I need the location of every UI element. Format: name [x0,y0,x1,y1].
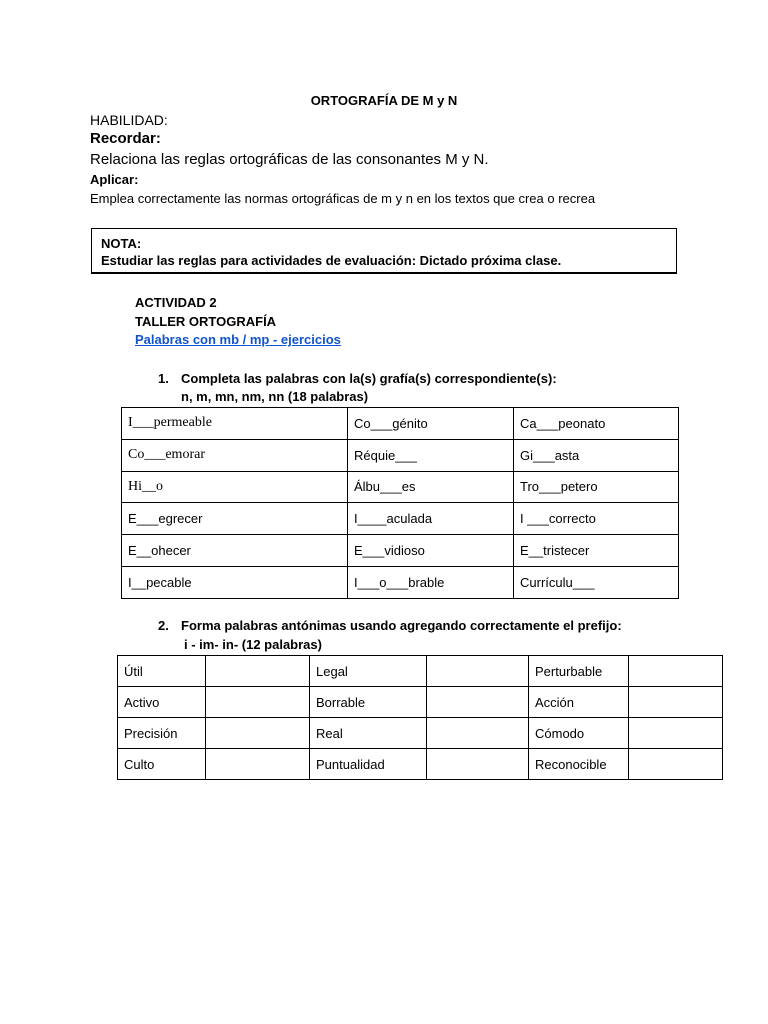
answer-cell[interactable] [629,687,723,718]
table-row [118,718,723,749]
aplicar-text: Emplea correctamente las normas ortográficas de m y n en los textos que crea o recrea [90,191,596,206]
word-cell: Álbu___es [348,471,514,503]
word-cell: Co___emorar [122,439,348,471]
table-row [122,535,679,567]
word-cell: E__tristecer [514,535,679,567]
table-row [122,439,679,471]
answer-cell[interactable] [629,718,723,749]
table-row [122,408,679,440]
word-cell: Perturbable [529,656,629,687]
word-cell: Borrable [310,687,427,718]
question-2-heading [158,618,622,633]
word-cell: I___o___brable [348,566,514,598]
word-cell: Acción [529,687,629,718]
recordar-text: Relaciona las reglas ortográficas de las consonantes M y N. [90,151,489,168]
nota-text: Estudiar las reglas para actividades de evaluación: Dictado próxima clase. [101,253,562,268]
answer-cell[interactable] [629,749,723,780]
word-cell: Culto [118,749,206,780]
question-2-subtext: i - im- in- (12 palabras) [184,637,322,652]
answer-cell[interactable] [206,687,310,718]
aplicar-label: Aplicar: [90,172,139,187]
answer-cell[interactable] [427,718,529,749]
word-cell: Útil [118,656,206,687]
answer-cell[interactable] [206,656,310,687]
table-row [118,749,723,780]
word-cell: E__ohecer [122,535,348,567]
word-cell: E___vidioso [348,535,514,567]
table-row [118,687,723,718]
word-cell: I___permeable [122,408,348,440]
answer-cell[interactable] [427,656,529,687]
question-2-text: Forma palabras antónimas usando agregando correctamente el prefijo: [181,618,622,633]
word-cell: Real [310,718,427,749]
answer-cell[interactable] [629,656,723,687]
question-1-number: 1. [158,371,169,386]
table-row [122,503,679,535]
exercises-link[interactable]: Palabras con mb / mp - ejercicios [135,332,341,347]
answer-cell[interactable] [427,749,529,780]
question-2-number: 2. [158,618,169,633]
question-1-heading [158,371,557,386]
answer-cell[interactable] [206,718,310,749]
word-cell: Activo [118,687,206,718]
word-cell: Legal [310,656,427,687]
answer-cell[interactable] [206,749,310,780]
question-2-table [117,655,723,780]
word-cell: I____aculada [348,503,514,535]
table-row [118,656,723,687]
word-cell: E___egrecer [122,503,348,535]
recordar-label: Recordar: [90,130,161,147]
question-1-text: Completa las palabras con la(s) grafía(s) correspondiente(s): [181,371,557,386]
answer-cell[interactable] [427,687,529,718]
nota-box [91,228,677,274]
word-cell: Currículu___ [514,566,679,598]
table-row [122,566,679,598]
question-1-subtext: n, m, mn, nm, nn (18 palabras) [181,389,369,404]
word-cell: Hi__o [122,471,348,503]
nota-label: NOTA: [101,236,142,251]
habilidad-label: HABILIDAD: [90,112,168,128]
word-cell: Puntualidad [310,749,427,780]
activity-title: ACTIVIDAD 2 [135,295,217,310]
word-cell: Reconocible [529,749,629,780]
word-cell: Réquie___ [348,439,514,471]
word-cell: Ca___peonato [514,408,679,440]
word-cell: Tro___petero [514,471,679,503]
page-title: ORTOGRAFÍA DE M y N [310,93,458,108]
word-cell: Cómodo [529,718,629,749]
question-1-table [121,407,679,599]
word-cell: I__pecable [122,566,348,598]
word-cell: Co___génito [348,408,514,440]
word-cell: Gi___asta [514,439,679,471]
activity-subtitle: TALLER ORTOGRAFÍA [135,314,277,329]
word-cell: Precisión [118,718,206,749]
word-cell: I ___correcto [514,503,679,535]
table-row [122,471,679,503]
